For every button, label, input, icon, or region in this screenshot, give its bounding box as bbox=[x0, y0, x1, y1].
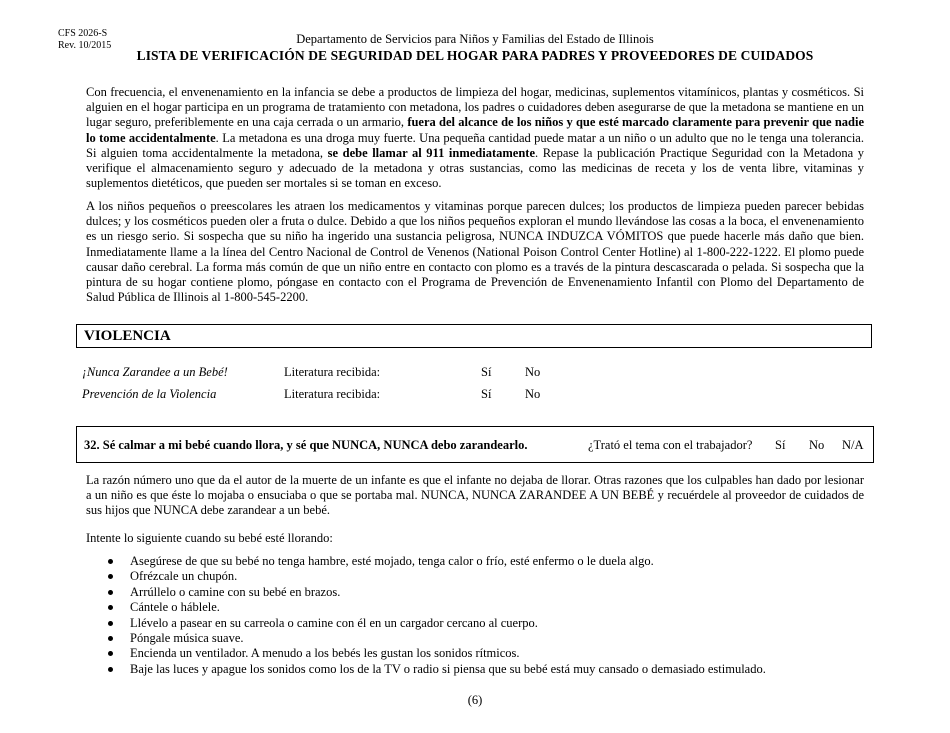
list-item-text: Arrúllelo o camine con su bebé en brazos. bbox=[130, 584, 341, 599]
crying-tips-list bbox=[108, 554, 868, 677]
intro-paragraph-methadone bbox=[86, 85, 864, 191]
literature-row bbox=[82, 364, 642, 380]
list-item bbox=[108, 662, 868, 677]
page-number: (6) bbox=[467, 693, 483, 707]
literature-yes-option[interactable]: Sí bbox=[481, 387, 492, 401]
literature-label: Literatura recibida: bbox=[284, 387, 381, 401]
bullet-icon bbox=[108, 636, 113, 641]
question-32-box bbox=[76, 426, 874, 463]
literature-title: Prevención de la Violencia bbox=[82, 387, 217, 401]
p1-text-e: . Repase la publicación Practique Seguridad con la Metadona y verifique el almacenamiento seguro y adecuado de la metadona y otras sustancias, como las medicinas de receta y los de venta libre, vitaminas y suplementos dietéticos, que pueden ser mortales si se toman en exceso. bbox=[86, 145, 864, 191]
department-name: Departamento de Servicios para Niños y Familias del Estado de Illinois bbox=[296, 32, 654, 46]
list-item-text: Ofrézcale un chupón. bbox=[130, 569, 238, 584]
list-item bbox=[108, 631, 868, 646]
question-yes-option[interactable]: Sí bbox=[775, 438, 786, 452]
list-item-text: Encienda un ventilador. A menudo a los bebés les gustan los sonidos rítmicos. bbox=[130, 646, 520, 661]
literature-label: Literatura recibida: bbox=[284, 365, 381, 379]
list-item bbox=[108, 585, 868, 600]
list-item bbox=[108, 554, 868, 569]
p1-text-c: . La metadona es una droga muy fuerte. Una pequeña cantidad puede matar a un niño o un adulto que no le tenga una tolerancia. Si alguien toma accidentalmente la metadona, bbox=[86, 130, 864, 160]
list-item bbox=[108, 616, 868, 631]
literature-row bbox=[82, 386, 642, 402]
bullet-icon bbox=[108, 667, 113, 672]
list-item-text: Póngale música suave. bbox=[130, 631, 244, 646]
literature-no-option[interactable]: No bbox=[525, 365, 541, 379]
question-na-option[interactable]: N/A bbox=[842, 438, 864, 452]
shaken-baby-paragraph: La razón número uno que da el autor de la muerte de un infante es que el infante no dejaba de llorar. Otras razones que los culpables han dado por lesionar a un niño es que éste lo mojaba o ensuciaba o que se portaba mal. NUNCA, NUNCA ZARANDEE A UN BEBÉ y recuérdele al proveedor de cuidados de sus hijos que NUNCA debe zarandear a un bebé. bbox=[86, 473, 864, 518]
list-item-text: Cántele o háblele. bbox=[130, 600, 220, 615]
literature-yes-option[interactable]: Sí bbox=[481, 365, 492, 379]
list-item-text: Asegúrese de que su bebé no tenga hambre, esté mojado, tenga calor o frío, esté enfermo o le duela algo. bbox=[130, 554, 654, 568]
bullet-icon bbox=[108, 651, 113, 656]
bullet-icon bbox=[108, 621, 113, 626]
bullet-icon bbox=[108, 605, 113, 610]
literature-title: ¡Nunca Zarandee a un Bebé! bbox=[82, 365, 228, 379]
list-item-text: Baje las luces y apague los sonidos como los de la TV o radio si piensa que su bebé está muy cansado o demasiado estimulado. bbox=[130, 661, 766, 676]
p1-bold-911: se debe llamar al 911 inmediatamente bbox=[327, 145, 536, 160]
list-item bbox=[108, 569, 868, 584]
section-header-box bbox=[76, 324, 872, 348]
question-no-option[interactable]: No bbox=[809, 438, 825, 452]
bullet-icon bbox=[108, 574, 113, 579]
intro-paragraph-poison: A los niños pequeños o preescolares les atraen los medicamentos y vitaminas porque parecen dulces; los productos de limpieza pueden parecer bebidas dulces; y los cosméticos pueden oler a fruta o dulce. Debido a que los niños pequeños exploran el mundo llevándose las cosas a la boca, el envenenamiento es un riesgo serio. Si sospecha que su niño ha ingerido una sustancia peligrosa, NUNCA INDUZCA VÓMITOS que puede hacerle más daño que bien. Inmediatamente llame a la línea del Centro Nacional de Control de Venenos (National Poison Control Center Hotline) al 1-800-222-1222. El plomo puede causar daño cerebral. La forma más común de que un niño entre en contacto con plomo es a través de la pintura descascarada o pelada. Si sospecha que la pintura de su hogar contiene plomo, póngase en contacto con el Programa de Prevención de Envenenamiento Infantil con Plomo del Departamento de Salud Pública de Illinois al 1-800-545-2200. bbox=[86, 199, 864, 305]
bullet-icon bbox=[108, 559, 113, 564]
question-text: 32. Sé calmar a mi bebé cuando llora, y sé que NUNCA, NUNCA debo zarandearlo. bbox=[84, 438, 528, 452]
p1-bold-storage: fuera del alcance de los niños y que esté marcado claramente para prevenir que nadie lo tome accidentalmente bbox=[86, 115, 864, 145]
section-title: VIOLENCIA bbox=[84, 328, 171, 344]
form-revision: Rev. 10/2015 bbox=[58, 40, 112, 51]
p1-text-a: Con frecuencia, el envenenamiento en la infancia se debe a productos de limpieza del hogar, medicinas, suplementos vitamínicos, plantas y cosméticos. Si alguien en el hogar participa en un programa de tratamiento con metadona, los padres o cuidadores deben asegurarse de que la metadona se mantiene en un lugar seguro, preferiblemente en una caja cerrada o un armario, bbox=[86, 85, 864, 130]
list-item bbox=[108, 646, 868, 661]
crying-tips-intro: Intente lo siguiente cuando su bebé esté llorando: bbox=[86, 531, 333, 545]
literature-no-option[interactable]: No bbox=[525, 387, 541, 401]
bullet-icon bbox=[108, 590, 113, 595]
list-item bbox=[108, 600, 868, 615]
question-discussed-prompt: ¿Trató el tema con el trabajador? bbox=[588, 438, 753, 452]
list-item-text: Llévelo a pasear en su carreola o camine con él en un cargador cercano al cuerpo. bbox=[130, 615, 538, 630]
form-number: CFS 2026-S bbox=[58, 28, 108, 39]
page-title: LISTA DE VERIFICACIÓN DE SEGURIDAD DEL HOGAR PARA PADRES Y PROVEEDORES DE CUIDADOS bbox=[136, 48, 814, 63]
